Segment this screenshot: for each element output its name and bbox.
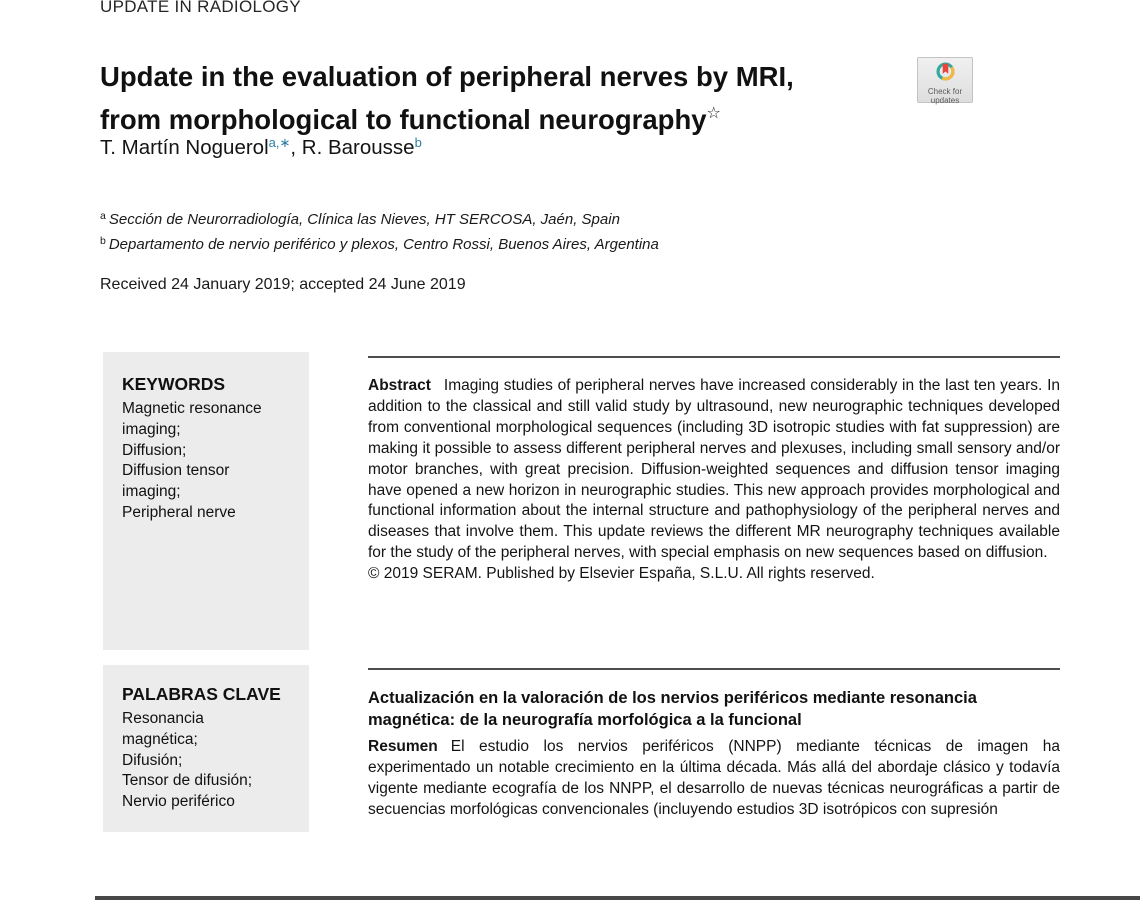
copyright-line: © 2019 SERAM. Published by Elsevier España, S.L.U. All rights reserved. (368, 565, 875, 583)
author-1-name: T. Martín Noguerol (100, 136, 269, 159)
article-title-line2: from morphological to functional neurography (100, 104, 707, 136)
spanish-title: Actualización en la valoración de los nervios periféricos mediante resonancia magnética: de la neurografía morfológica a la funcional (368, 689, 977, 729)
palabra-line: Tensor de difusión; (122, 772, 253, 790)
keyword-line: Magnetic resonance (122, 400, 262, 417)
palabra-line: Nervio periférico (122, 793, 235, 811)
author-2-name: R. Barousse (301, 136, 415, 159)
received-accepted-dates: Received 24 January 2019; accepted 24 June 2019 (100, 276, 466, 293)
affiliation-a-text: Sección de Neurorradiología, Clínica las Nieves, HT SERCOSA, Jaén, Spain (108, 211, 620, 228)
author-1-affiliation-link[interactable]: a,∗ (268, 135, 291, 150)
keywords-heading: KEYWORDS (122, 374, 226, 394)
crossmark-badge-label (928, 87, 962, 105)
palabra-line: Difusión; (122, 751, 183, 769)
author-separator: , (290, 136, 302, 159)
keywords-box (103, 352, 309, 650)
article-title-line1: Update in the evaluation of peripheral nerves by MRI, (100, 61, 794, 93)
abstract-label: Abstract (368, 377, 431, 394)
spanish-abstract-top-rule (368, 668, 1060, 670)
palabra-line: Resonancia (122, 710, 204, 727)
affiliation-b (100, 231, 659, 256)
keyword-line: Diffusion tensor (122, 462, 230, 480)
article-title (100, 58, 930, 138)
affiliation-a (100, 206, 659, 231)
abstract-text: Imaging studies of peripheral nerves have increased considerably in the last ten years. In addition to the classical and still valid study by ultrasound, new neurographic techniques developed from conventional morphological sequences (including 3D isotropic studies with fat suppression) are making it possible to assess different peripheral nerves and plexuses, including small sensory and/or motor branches, with great precision. Diffusion-weighted sequences and diffusion tensor imaging have opened a new horizon in neurographic studies. This new approach provides morphological and functional information about the internal structure and pathophysiology of the peripheral nerves and diseases that involve them. This update reviews the different MR neurography techniques available for the study of the peripheral nerves, with special emphasis on new sequences based on diffusion. (368, 377, 1060, 562)
palabras-clave-box (103, 665, 309, 832)
page-bottom-bar (95, 896, 1140, 900)
title-footnote-star-icon: ☆ (706, 105, 721, 123)
resumen-label: Resumen (368, 738, 438, 755)
check-for-updates-badge[interactable] (917, 57, 973, 103)
affiliation-b-text: Departamento de nervio periférico y plexos, Centro Rossi, Buenos Aires, Argentina (108, 235, 659, 253)
affiliation-list (100, 206, 659, 255)
resumen-text: El estudio los nervios periféricos (NNPP) mediante técnicas de imagen ha experimentado un notable crecimiento en la última década. Más allá del abordaje clásico y todavía vigente mediante ecografía de los NNPP, el desarrollo de nuevas técnicas neurográficas a partir de secuencias morfológicas convencionales (incluyendo estudios 3D isotrópicos con supresión (368, 738, 1060, 818)
author-line (100, 136, 422, 160)
abstract-top-rule (368, 356, 1060, 358)
palabras-clave-heading: PALABRAS CLAVE (122, 684, 281, 704)
affiliation-b-marker: b (100, 234, 106, 247)
crossmark-label-line2: updates (930, 96, 960, 105)
english-abstract (368, 376, 1060, 585)
palabra-line: magnética; (122, 730, 198, 748)
keyword-line: imaging; (122, 420, 181, 438)
keyword-line: Diffusion; (122, 441, 187, 459)
spanish-abstract (368, 737, 1060, 821)
affiliation-a-marker: a (100, 210, 106, 222)
journal-section-label: UPDATE IN RADIOLOGY (100, 0, 301, 16)
keyword-line: imaging; (122, 483, 181, 501)
crossmark-logo-icon (935, 61, 956, 87)
keyword-line: Peripheral nerve (122, 503, 236, 521)
crossmark-label-line1: Check for (927, 87, 963, 96)
author-2-affiliation-link[interactable]: b (414, 135, 422, 150)
